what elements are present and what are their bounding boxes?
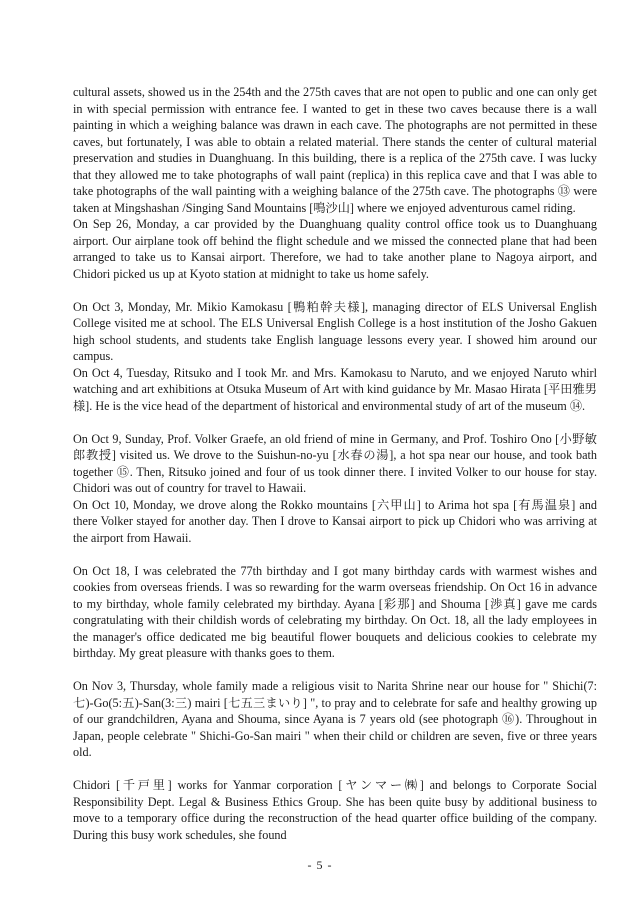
paragraph-volker-visit: On Oct 9, Sunday, Prof. Volker Graefe, an old friend of mine in Germany, and Prof. Toshiro Ono [小野敏郎教授] visited us. We drove to the Suishun-no-yu [水春の湯], a hot spa near our house, and took bath together ⑮. Then, Ritsuko joined and four of us took dinner there. I invited Volker to our house for stay. Chidori was out of country for travel to Hawaii. <box>73 431 597 495</box>
body-text <box>73 84 597 843</box>
page-number: - 5 - <box>307 858 333 872</box>
paragraph-return-flight: On Sep 26, Monday, a car provided by the Duanghuang quality control office took us to Duanghuang airport. Our airplane took off behind the flight schedule and we missed the connected plane that had been arranged to take us to Kansai airport. Therefore, we had to take another plane to Nagoya airport, and Chidori picked us up at Kyoto station at midnight to take us home safely. <box>73 217 597 281</box>
paragraph-birthday: On Oct 18, I was celebrated the 77th birthday and I got many birthday cards with warmest wishes and cookies from overseas friends. I was so rewarding for the warm overseas friendship. On Oct 16 in advance to my birthday, whole family celebrated my birthday. Ayana [彩那] and Shouma [渉真] gave me cards congratulating with their childish words of celebrating my birthday. On Oct. 18, all the lady employees in the manager's office dedicated me big beautiful flower bouquets and delicious cookies to celebrate my birthday. My great pleasure with thanks goes to them. <box>73 563 597 660</box>
paragraph-arima-trip: On Oct 10, Monday, we drove along the Rokko mountains [六甲山] to Arima hot spa [有馬温泉] and there Volker stayed for another day. Then I drove to Kansai airport to pick up Chidori who was arriving at the airport from Hawaii. <box>73 497 597 545</box>
paragraph-naruto-trip: On Oct 4, Tuesday, Ritsuko and I took Mr. and Mrs. Kamokasu to Naruto, and we enjoyed Naruto whirl watching and art exhibitions at Otsuka Museum of Art with kind guidance by Mr. Masao Hirata [平田雅男様]. He is the vice head of the department of historical and environmental study of art of the museum ⑭. <box>73 365 597 413</box>
paragraph-cave-visit: cultural assets, showed us in the 254th and the 275th caves that are not open to public and one can only get in with special permission with entrance fee. I wanted to get in these two caves because there is a wall painting in which a weighing balance was drawn in each cave. The photographs are not permitted in these caves, but fortunately, I was able to obtain a related material. There stands the center of cultural material preservation and studies in Duanghuang. In this building, there is a replica of the 275th cave. I was lucky that they allowed me to take photographs of wall paint (replica) in this replica cave and that I was able to take photographs of the wall painting with a weighing balance of the 275th cave. The photographs ⑬ were taken at Mingshashan /Singing Sand Mountains [鳴沙山] where we enjoyed adventurous camel riding. <box>73 85 597 215</box>
paragraph-shichi-go-san: On Nov 3, Thursday, whole family made a religious visit to Narita Shrine near our house for " Shichi(7:七)-Go(5:五)-San(3:三) mairi [七五三まいり] ", to pray and to celebrate for safe and healthy growing up of our grandchildren, Ayana and Shouma, since Ayana is 7 years old (see photograph ⑯). Throughout in Japan, people celebrate " Shichi-Go-San mairi " when their child or children are seven, five or three years old. <box>73 679 597 759</box>
paragraph-chidori-work: Chidori [千戸里] works for Yanmar corporation [ヤンマー㈱] and belongs to Corporate Social Responsibility Dept. Legal & Business Ethics Group. She has been quite busy by additional business to move to a temporary office during the reconstruction of the head quarter office building of the company. During this busy work schedules, she found <box>73 778 597 842</box>
paragraph-kamokasu-visit: On Oct 3, Monday, Mr. Mikio Kamokasu [鴨粕幹夫様], managing director of ELS Universal English College visited me at school. The ELS Universal English College is a host institution of the Josho Gakuen high school students, and students take English language lessons every year. I showed him around our campus. <box>73 299 597 363</box>
